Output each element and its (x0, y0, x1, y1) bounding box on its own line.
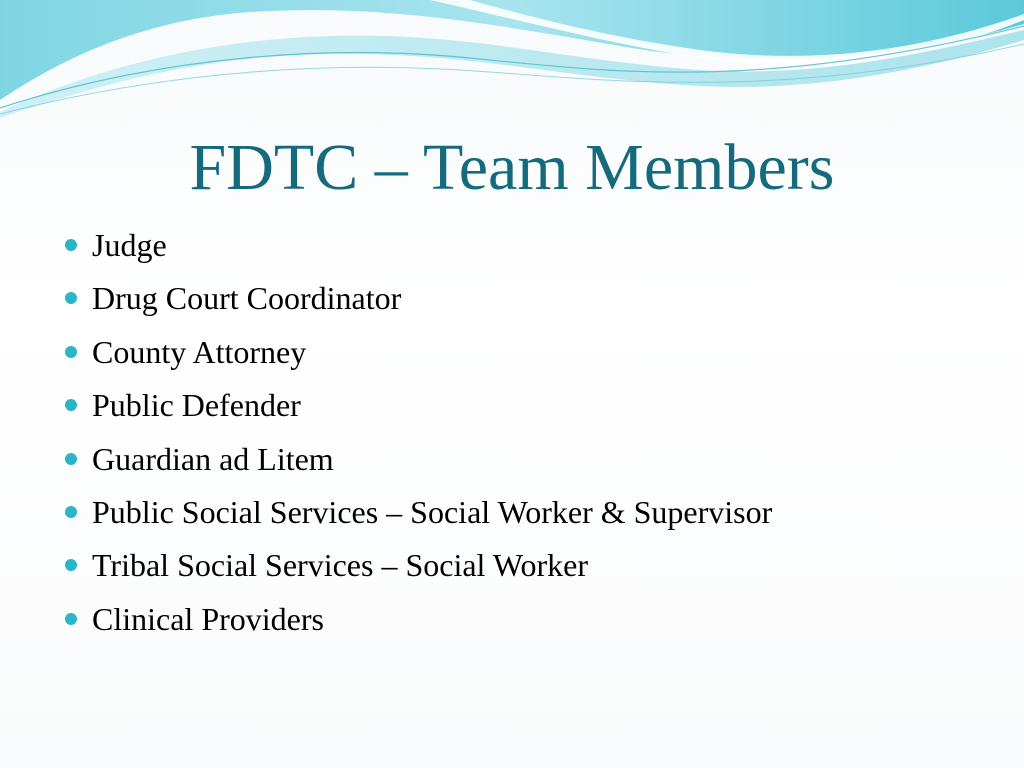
header-wave-decoration (0, 0, 1024, 140)
list-item (62, 379, 1002, 432)
list-item-text: Tribal Social Services – Social Worker (92, 547, 589, 584)
bullet-dot-icon (65, 346, 77, 358)
bullet-list (62, 219, 1002, 646)
slide-title: FDTC – Team Members (189, 131, 835, 204)
bullet-dot-icon (65, 506, 77, 518)
list-item-text: Public Social Services – Social Worker & Supervisor (92, 493, 773, 530)
list-item (62, 539, 1002, 592)
list-item (62, 433, 1002, 486)
list-item (62, 326, 1002, 379)
list-item (62, 486, 1002, 539)
list-item-text: Public Defender (92, 387, 301, 424)
list-item-text: Judge (92, 227, 167, 263)
list-item-text: Drug Court Coordinator (92, 280, 402, 317)
bullet-dot-icon (65, 613, 77, 625)
list-item (62, 219, 1002, 272)
bullet-dot-icon (65, 292, 77, 304)
list-item-text: Clinical Providers (92, 600, 324, 637)
bullet-dot-icon (65, 399, 77, 411)
list-item-text: Guardian ad Litem (92, 440, 334, 477)
list-item-text: County Attorney (92, 333, 307, 370)
bullet-dot-icon (65, 239, 77, 251)
list-item (62, 272, 1002, 325)
list-item (62, 593, 1002, 646)
bullet-dot-icon (65, 559, 77, 571)
bullet-dot-icon (65, 453, 77, 465)
